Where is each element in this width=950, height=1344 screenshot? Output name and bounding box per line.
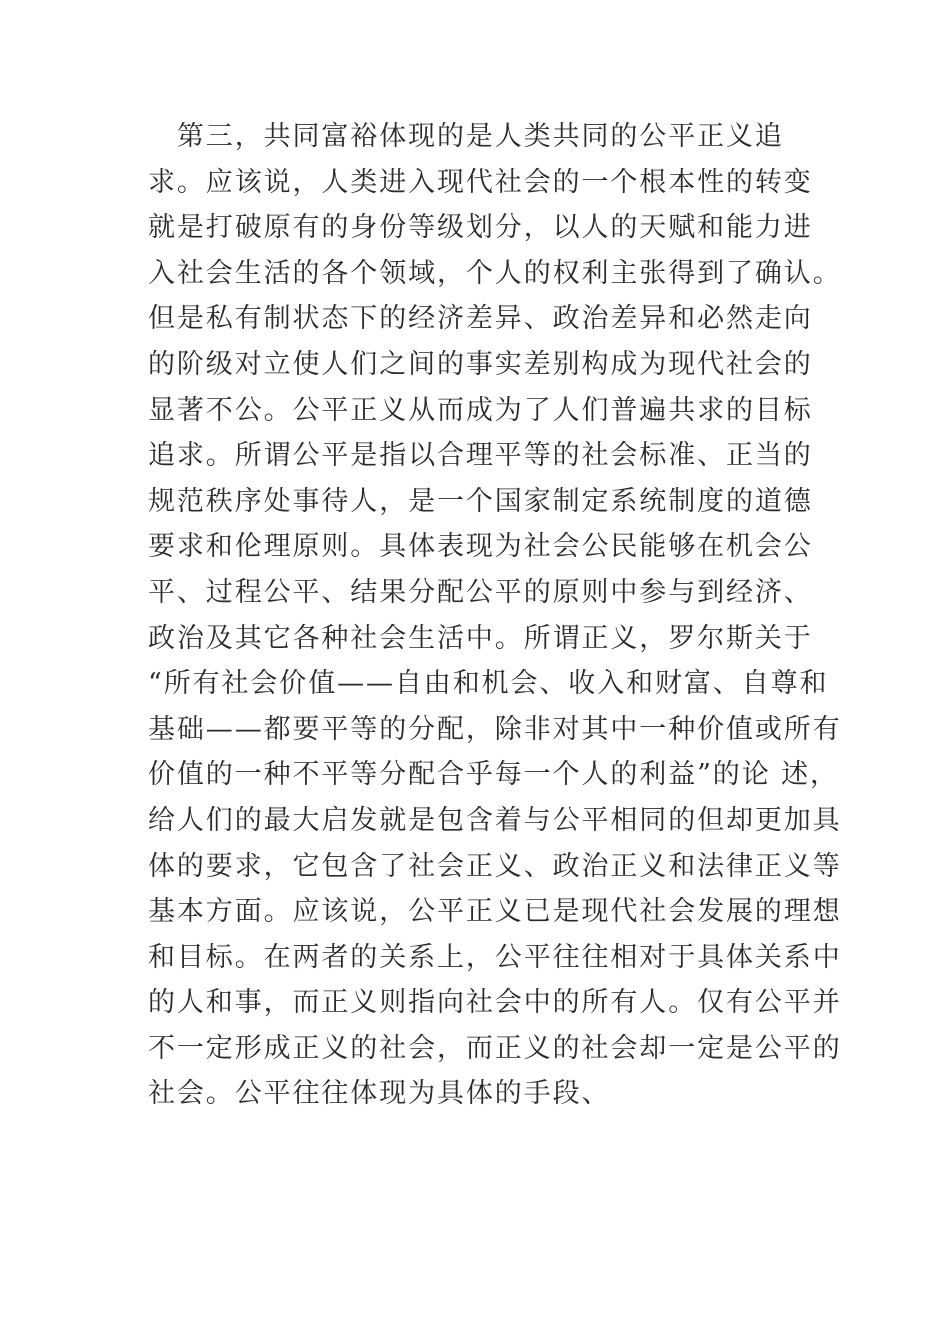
- text-line: 显著不公。公平正义从而成为了人们普遍共求的目标: [148, 394, 813, 426]
- text-line: 第三，共同富裕体现的是人类共同的公平正义追: [148, 121, 784, 152]
- text-line: 基础——都要平等的分配，除非对其中一种价值或所有: [148, 713, 842, 745]
- text-line: 规范秩序处事待人，是一个国家制定系统制度的道德: [148, 485, 813, 517]
- text-line: 给人们的最大启发就是包含着与公平相同的但却更加具: [148, 804, 842, 836]
- text-line: 入社会生活的各个领域，个人的权利主张得到了确认。: [148, 257, 842, 289]
- text-line: 体的要求，它包含了社会正义、政治正义和法律正义等: [148, 850, 842, 882]
- text-line: “所有社会价值——自由和机会、收入和财富、自尊和: [148, 668, 829, 700]
- text-line: 但是私有制状态下的经济差异、政治差异和必然走向: [148, 303, 813, 335]
- text-line: 基本方面。应该说，公平正义已是现代社会发展的理想: [148, 896, 842, 928]
- text-line: 求。应该说，人类进入现代社会的一个根本性的转变: [148, 166, 813, 198]
- text-line: 价值的一种不平等分配合乎每一个人的利益”的论 述，: [148, 759, 839, 791]
- text-line: 就是打破原有的身份等级划分，以人的天赋和能力进: [148, 212, 813, 244]
- text-line: 社会。公平往往体现为具体的手段、: [148, 1078, 611, 1110]
- text-line: 的人和事，而正义则指向社会中的所有人。仅有公平并: [148, 987, 842, 1019]
- text-line: 不一定形成正义的社会，而正义的社会却一定是公平的: [148, 1032, 842, 1064]
- text-line: 平、过程公平、结果分配公平的原则中参与到经济、: [148, 576, 813, 608]
- text-line: 的阶级对立使人们之间的事实差别构成为现代社会的: [148, 348, 813, 380]
- text-line: 和目标。在两者的关系上，公平往往相对于具体关系中: [148, 941, 842, 973]
- body-paragraph: [148, 114, 842, 1117]
- text-line: 要求和伦理原则。具体表现为社会公民能够在机会公: [148, 531, 813, 563]
- text-line: 政治及其它各种社会生活中。所谓正义，罗尔斯关于: [148, 622, 813, 654]
- text-line: 追求。所谓公平是指以合理平等的社会标准、正当的: [148, 440, 813, 472]
